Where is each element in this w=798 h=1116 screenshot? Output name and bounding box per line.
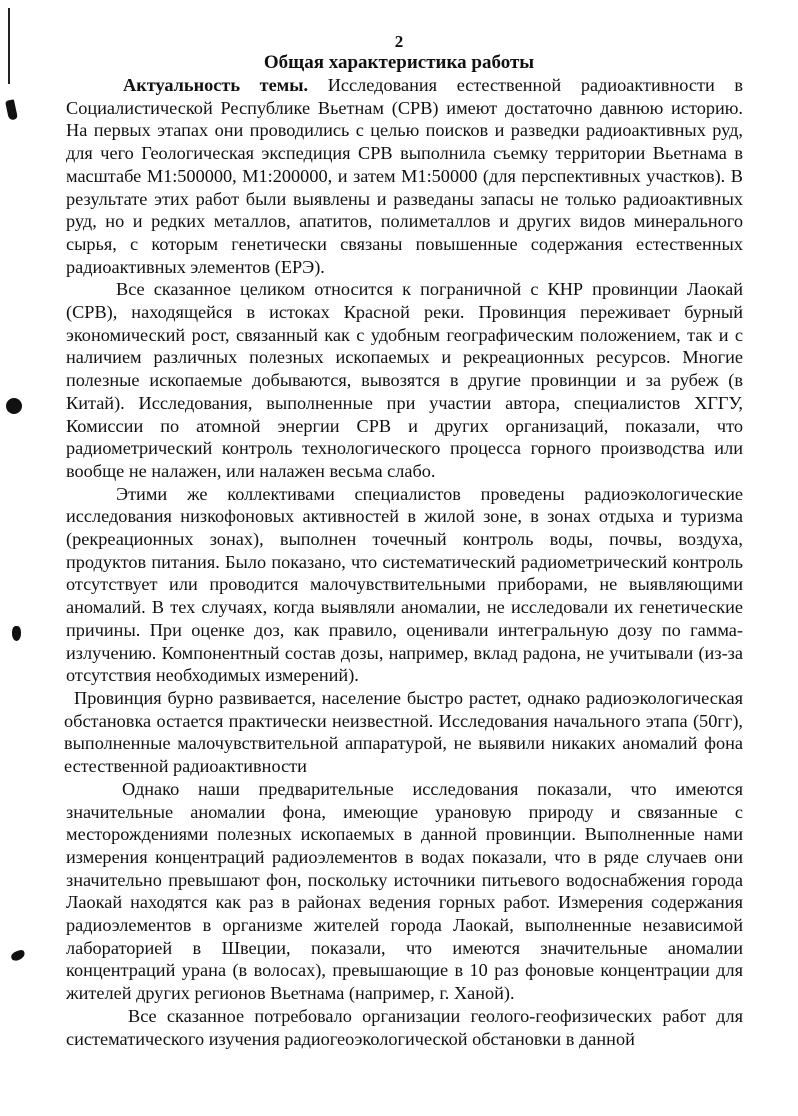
- paragraph-laokai-province: Все сказанное целиком относится к пограничной с КНР провинции Лаокай (СРВ), находящейся в истоках Красной реки. Провинция переживает бурный экономический рост, связанный как с удобным географическим положением, так и с наличием различных полезных ископаемых и рекреационных ресурсов. Многие полезные ископаемые добываются, вывозятся в другие провинции и за рубеж (в Китай). Исследования, выполненные при участии автора, специалистов ХГГУ, Комиссии по атомной энергии СРВ и других организаций, показали, что радиометрический контроль технологического процесса горного производства или вообще не налажен, или налажен весьма слабо.: [66, 279, 743, 481]
- paragraph-text: Исследования естественной радиоактивности в Социалистической Республике Вьетнам (СРВ) имеют достаточно давнюю историю. На первых этапах они проводились с целью поисков и разведки радиоактивных руд, для чего Геологическая экспедиция СРВ выполнила съемку территории Вьетнама в масштабе М1:500000, М1:200000, и затем М1:50000 (для перспективных участков). В результате этих работ были выявлены и разведаны запасы не только радиоактивных руд, но и редких металлов, апатитов, полиметаллов и других видов минерального сырья, с которым генетически связаны повышенные содержания естественных радиоактивных элементов (ЕРЭ).: [66, 75, 743, 277]
- paragraph-preliminary-results: Однако наши предварительные исследования показали, что имеются значительные аномалии фона, имеющие урановую природу и связанные с месторождениями полезных ископаемых в данной провинции. Выполненные нами измерения концентраций радиоэлементов в водах показали, что в ряде случаев они значительно превышают фон, поскольку источники питьевого водоснабжения города Лаокай находятся как раз в районах ведения горных работ. Измерения содержания радиоэлементов в организме жителей города Лаокай, выполненные независимой лабораторией в Швеции, показали, что имеются значительные аномалии концентраций урана (в волосах), превышающие в 10 раз фоновые концентрации для жителей других регионов Вьетнама (например, г. Ханой).: [66, 778, 743, 1004]
- punch-hole-mark: [6, 398, 22, 414]
- scan-speck: [10, 949, 26, 962]
- paragraph-province-development: Провинция бурно развивается, население быстро растет, однако радиоэкологическая обстановка остается практически неизвестной. Исследования начального этапа (50гг), выполненные малочувствительной аппаратурой, не выявили никаких аномалий фона естественной радиоактивности: [64, 687, 743, 777]
- paragraph-lead-heading: Актуальность темы.: [123, 75, 309, 95]
- paragraph-conclusion: Все сказанное потребовало организации геолого-геофизических работ для систематического изучения радиогеоэкологической обстановки в данной: [66, 1005, 743, 1049]
- page-number: 2: [394, 32, 404, 51]
- section-title: Общая характеристика работы: [263, 52, 535, 73]
- document-body: [66, 74, 743, 1050]
- scan-speck: [5, 99, 18, 120]
- scan-speck: [12, 626, 21, 641]
- paragraph-radioecological-studies: Этими же коллективами специалистов проведены радиоэкологические исследования низкофоновых активностей в жилой зоне, в зонах отдыха и туризма (рекреационных зонах), выполнен точечный контроль воды, почвы, воздуха, продуктов питания. Было показано, что систематический радиометрический контроль отсутствует или проводится малочувствительными приборами, не выявляющими аномалий. В тех случаях, когда выявляли аномалии, не исследовали их генетические причины. При оценке доз, как правило, оценивали интегральную дозу по гамма-излучению. Компонентный состав дозы, например, вклад радона, не учитывали (из-за отсутствия необходимых измерений).: [66, 483, 743, 686]
- paragraph-relevance: [66, 74, 743, 278]
